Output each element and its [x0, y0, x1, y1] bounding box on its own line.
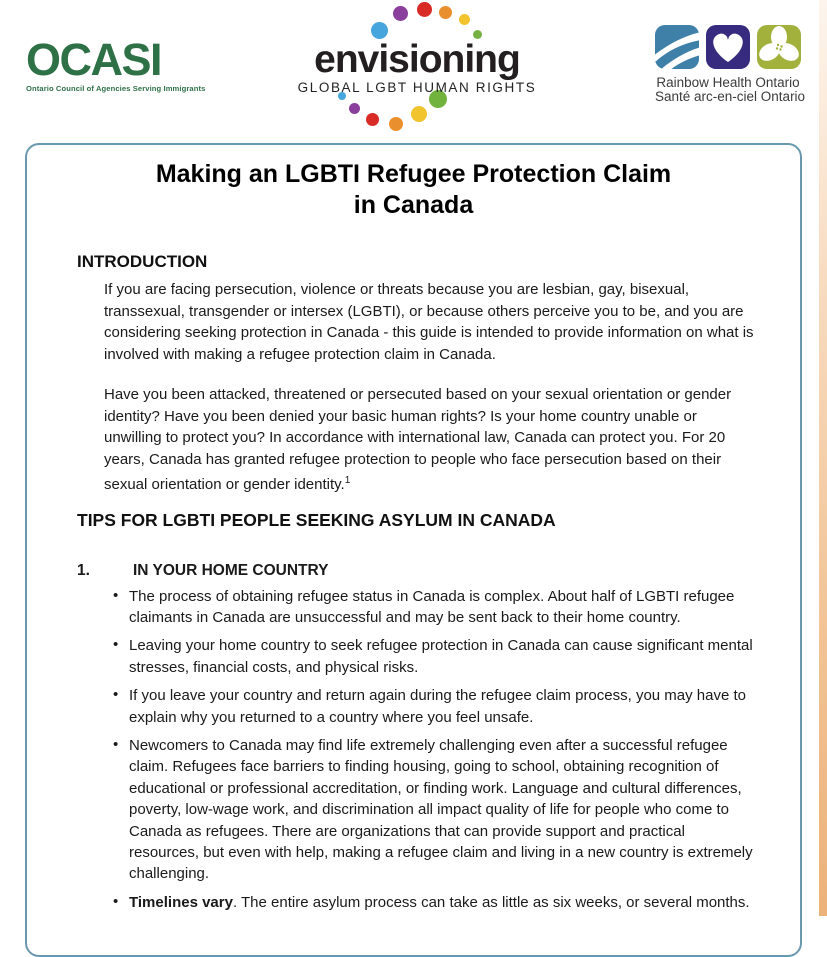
rho-heart-tile-icon	[706, 25, 750, 69]
bullet-bold-lead: Timelines vary	[129, 893, 233, 911]
rho-text	[655, 75, 806, 104]
bullet-marker-icon: •	[113, 892, 119, 910]
envisioning-subtitle: GLOBAL LGBT HUMAN RIGHTS	[297, 80, 537, 95]
purple-dot-icon	[349, 103, 360, 114]
bullet-marker-icon: •	[113, 686, 119, 704]
red-dot-icon	[417, 2, 432, 17]
section-1-title: IN YOUR HOME COUNTRY	[133, 561, 329, 579]
ocasi-logo	[26, 34, 206, 93]
page-title	[47, 159, 780, 221]
rho-stripes-tile-icon	[655, 25, 699, 69]
bullet-item: • The process of obtaining refugee status in Canada is complex. About half of LGBTI refugee claimants in Canada are unsuccessful and may be sent back to their home country.	[113, 586, 735, 626]
introduction-paragraphs	[27, 279, 800, 496]
header-logos	[0, 0, 827, 143]
yellow-dot-icon	[459, 14, 470, 25]
bullet-item: • Timelines vary. The entire asylum process can take as little as six weeks, or several months.	[113, 892, 750, 911]
rho-tiles	[655, 25, 801, 69]
bullet-item: • Leaving your home country to seek refugee protection in Canada can cause significant mental stresses, financial costs, and physical risks.	[113, 636, 753, 676]
tips-heading: TIPS FOR LGBTI PEOPLE SEEKING ASYLUM IN CANADA	[77, 509, 556, 530]
rho-name-french: Santé arc-en-ciel Ontario	[655, 89, 806, 104]
ocasi-tagline: Ontario Council of Agencies Serving Immigrants	[26, 84, 206, 93]
purple-dot-icon	[393, 6, 408, 21]
yellow-dot-icon	[411, 106, 427, 122]
section-1-bullet-list	[27, 586, 755, 914]
section-1-number: 1.	[77, 561, 90, 579]
bullet-marker-icon: •	[113, 735, 119, 753]
bullet-marker-icon: •	[113, 586, 119, 604]
rho-name-english: Rainbow Health Ontario	[656, 75, 800, 90]
blue-dot-icon	[371, 22, 388, 39]
document-panel	[25, 143, 802, 957]
intro-paragraph: If you are facing persecution, violence or threats because you are lesbian, gay, bisexual, transsexual, transgender or intersex (LGBTI), or because others perceive you to be, and you are considering seeking protection in Canada - this guide is intended to provide information on what is involved with making a refugee protection claim in Canada.	[104, 281, 754, 363]
footnote-ref: 1	[344, 475, 351, 486]
orange-dot-icon	[439, 6, 452, 19]
ocasi-wordmark: OCASI	[26, 34, 162, 85]
section-1-heading	[77, 562, 800, 580]
page-title-line2: in Canada	[353, 191, 474, 219]
bullet-item: • If you leave your country and return again during the refugee claim process, you may have to explain why you returned to a country where you feel unsafe.	[113, 686, 747, 726]
rainbow-health-ontario-logo	[655, 25, 806, 104]
envisioning-logo	[298, 0, 536, 142]
intro-paragraph: Have you been attacked, threatened or persecuted based on your sexual orientation or gender identity? Have you been denied your basic human rights? Is your home country unable or unwilling to protect you? In accordance with international law, Canada can protect you. For 20 years, Canada has granted refugee protection to people who face persecution based on their sexual orientation or gender identity.$^1$	[104, 386, 732, 493]
page-title-line1: Making an LGBTI Refugee Protection Claim	[155, 160, 672, 188]
rho-trillium-tile-icon	[757, 25, 801, 69]
orange-dot-icon	[389, 117, 403, 131]
bullet-marker-icon: •	[113, 636, 119, 654]
bullet-item: • Newcomers to Canada may find life extremely challenging even after a successful refugee claim. Refugees face barriers to finding housing, going to school, obtaining recognition of educational or professional accreditation, or finding work. Language and cultural differences, poverty, low-wage work, and discrimination all impact quality of life for people who come to Canada as refugees. There are organizations that can provide support and practical resources, but even with help, making a refugee claim and living in a new country is extremely challenging.	[113, 735, 753, 883]
introduction-heading: INTRODUCTION	[77, 252, 208, 271]
envisioning-wordmark: envisioning	[314, 38, 520, 81]
red-dot-icon	[366, 113, 379, 126]
